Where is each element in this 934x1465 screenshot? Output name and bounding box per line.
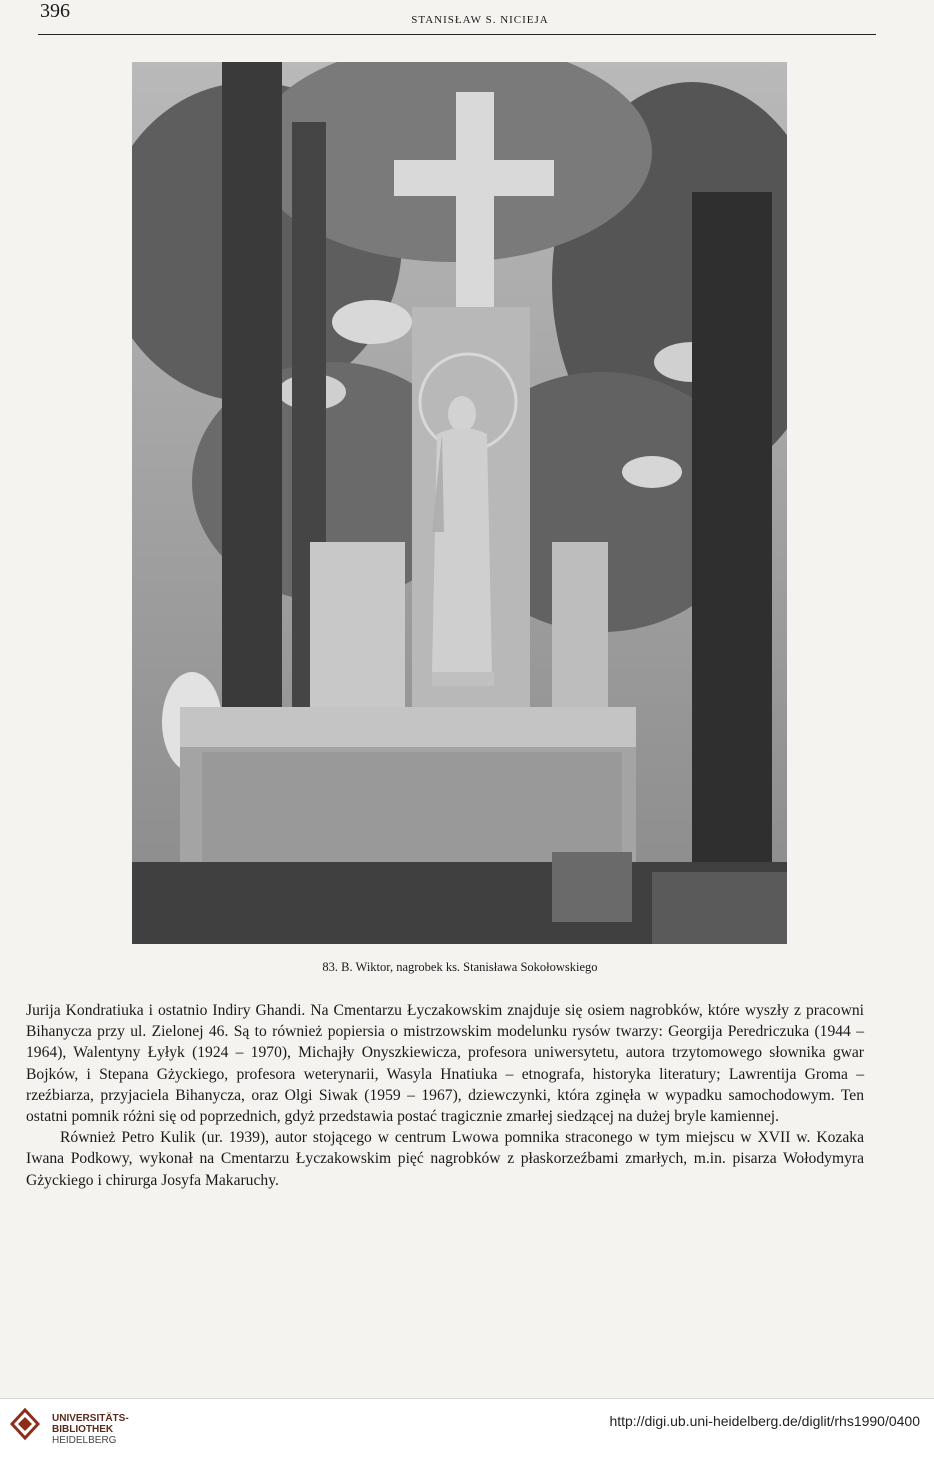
header-rule [38, 34, 876, 35]
source-url-link[interactable]: http://digi.ub.uni-heidelberg.de/diglit/rhs1990/0400 [609, 1413, 920, 1429]
library-name-line-3: HEIDELBERG [52, 1435, 117, 1446]
figure-caption: 83. B. Wiktor, nagrobek ks. Stanisława Sokołowskiego [322, 960, 598, 974]
library-name [52, 1413, 129, 1446]
paragraph-2: Również Petro Kulik (ur. 1939), autor stojącego w centrum Lwowa pomnika straconego w tym miejscu w XVII w. Kozaka Iwana Podkowy, wykonał na Cmentarzu Łyczakowskim pięć nagrobków z płaskorzeźbami zmarłych, m.in. pisarza Wołodymyra Gżyckiego i chirurga Josyfa Makaruchy. [26, 1129, 864, 1189]
library-name-line-1: UNIVERSITÄTS- [52, 1413, 129, 1424]
running-head: STANISŁAW S. NICIEJA [411, 14, 549, 26]
paragraph-1: Jurija Kondratiuka i ostatnio Indiry Ghandi. Na Cmentarzu Łyczakowskim znajduje się osiem nagrobków, które wyszły z pracowni Bihanycza przy ul. Zielonej 46. Są to również popiersia o mistrzowskim modelunku rysów twarzy: Georgija Peredriczuka (1944 – 1964), Walentyny Łyłyk (1924 – 1970), Michajły Onyszkiewicza, profesora uniwersytetu, autora trzytomowego słownika gwar Bojków, i Stepana Gżyckiego, profesora weterynarii, Wasyla Hnatiuka – etnografa, historyka literatury; Lawrentija Groma – rzeźbiarza, przyjaciela Bihanycza, oraz Olgi Siwak (1959 – 1967), dziewczynki, która zginęła w wypadku samochodowym. Ten ostatni pomnik różni się od poprzednich, gdyż przedstawia postać tragicznie zmarłej siedzącej na dużej bryle kamiennej. [26, 1002, 864, 1126]
library-logo-icon [10, 1404, 40, 1444]
body-text [26, 1000, 864, 1191]
page-number: 396 [40, 0, 70, 22]
tombstone-photo [132, 62, 787, 944]
library-name-line-2: BIBLIOTHEK [52, 1424, 114, 1435]
digitization-footer [0, 1398, 934, 1465]
